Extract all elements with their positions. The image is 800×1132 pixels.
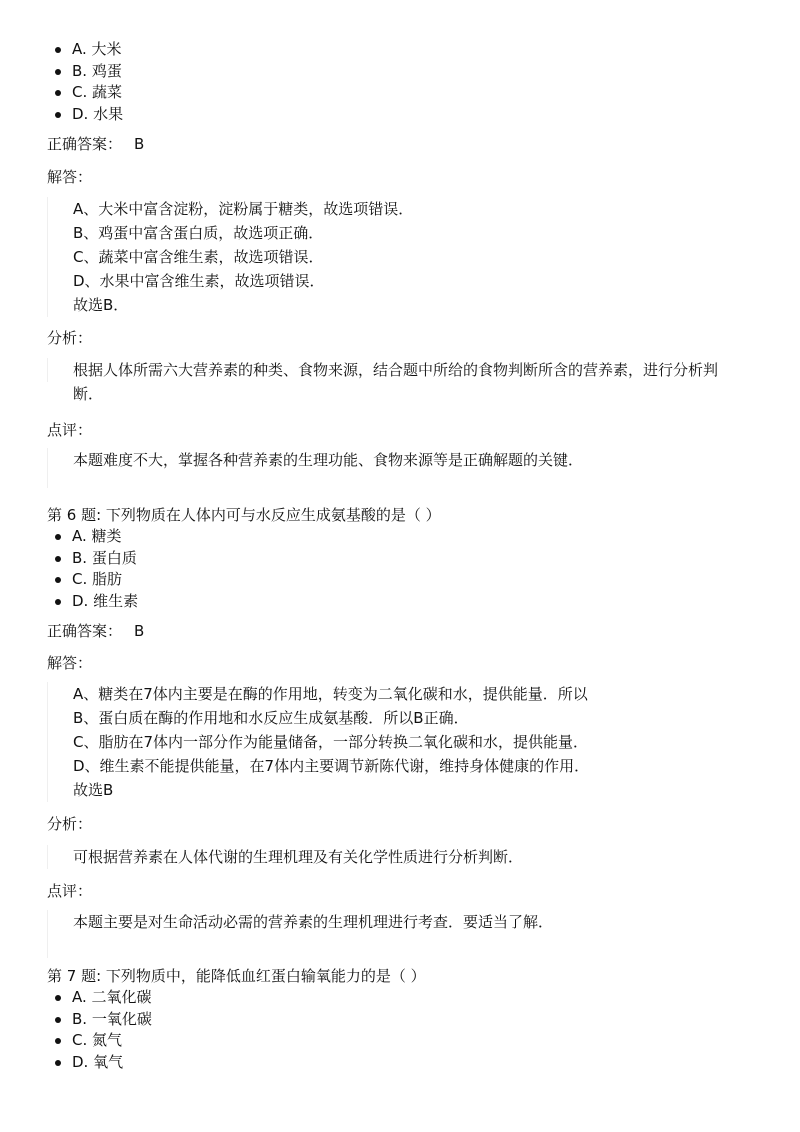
option-b: B. 一氧化碳 xyxy=(72,1009,152,1031)
q5-solution-block xyxy=(47,197,413,317)
q6-comment-label: 点评： xyxy=(47,882,93,900)
option-b: B. 蛋白质 xyxy=(72,548,138,570)
q6-solution-label: 解答： xyxy=(47,654,93,672)
q5-comment-label: 点评： xyxy=(47,421,93,439)
option-c: C. 蔬菜 xyxy=(72,82,123,104)
q6-analysis-block xyxy=(47,845,523,869)
comment-text: 本题主要是对生命活动必需的营养素的生理机理进行考查．要适当了解． xyxy=(73,913,554,931)
option-d: D. 水果 xyxy=(72,104,123,126)
solution-line: B、鸡蛋中富含蛋白质，故选项正确． xyxy=(73,224,324,242)
answer-value: B xyxy=(134,135,145,153)
solution-line: 故选B． xyxy=(73,296,129,314)
solution-line: D、维生素不能提供能量，在7体内主要调节新陈代谢，维持身体健康的作用． xyxy=(73,757,590,775)
q6-title: 第 6 题: 下列物质在人体内可与水反应生成氨基酸的是（ ） xyxy=(47,506,441,524)
option-c: C. 脂肪 xyxy=(72,569,138,591)
option-d: D. 维生素 xyxy=(72,591,138,613)
option-a: A. 大米 xyxy=(72,39,123,61)
q6-solution-block xyxy=(47,682,589,802)
q6-comment-block xyxy=(47,910,553,958)
q6-answer xyxy=(47,620,144,642)
solution-line: A、大米中富含淀粉，淀粉属于糖类，故选项错误． xyxy=(73,200,414,218)
solution-line: 故选B xyxy=(73,781,114,799)
q6-options xyxy=(72,526,138,612)
solution-line: C、脂肪在7体内一部分作为能量储备，一部分转换二氧化碳和水，提供能量． xyxy=(73,733,589,751)
q6-analysis-label: 分析： xyxy=(47,815,93,833)
answer-label: 正确答案： xyxy=(47,135,123,153)
q5-comment-block xyxy=(47,448,583,488)
q7-title: 第 7 题: 下列物质中，能降低血红蛋白输氧能力的是（ ） xyxy=(47,967,426,985)
q5-solution-label: 解答： xyxy=(47,168,93,186)
q5-options xyxy=(72,39,123,125)
option-a: A. 糖类 xyxy=(72,526,138,548)
option-c: C. 氮气 xyxy=(72,1030,152,1052)
q5-answer xyxy=(47,133,144,155)
option-b: B. 鸡蛋 xyxy=(72,61,123,83)
answer-value: B xyxy=(134,622,145,640)
answer-label: 正确答案： xyxy=(47,622,123,640)
solution-line: C、蔬菜中富含维生素，故选项错误． xyxy=(73,248,324,266)
q5-analysis-label: 分析： xyxy=(47,329,93,347)
solution-line: D、水果中富含维生素，故选项错误． xyxy=(73,272,325,290)
analysis-text: 根据人体所需六大营养素的种类、食物来源，结合题中所给的食物判断所含的营养素，进行分析判断． xyxy=(73,361,719,403)
option-a: A. 二氧化碳 xyxy=(72,987,152,1009)
q7-options xyxy=(72,987,152,1073)
analysis-text: 可根据营养素在人体代谢的生理机理及有关化学性质进行分析判断． xyxy=(73,848,524,866)
comment-text: 本题难度不大，掌握各种营养素的生理功能、食物来源等是正确解题的关键． xyxy=(73,451,584,469)
solution-line: A、糖类在7体内主要是在酶的作用地，转变为二氧化碳和水，提供能量．所以 xyxy=(73,685,588,703)
solution-line: B、蛋白质在酶的作用地和水反应生成氨基酸．所以B正确． xyxy=(73,709,469,727)
option-d: D. 氧气 xyxy=(72,1052,152,1074)
q5-analysis-block xyxy=(47,358,733,403)
